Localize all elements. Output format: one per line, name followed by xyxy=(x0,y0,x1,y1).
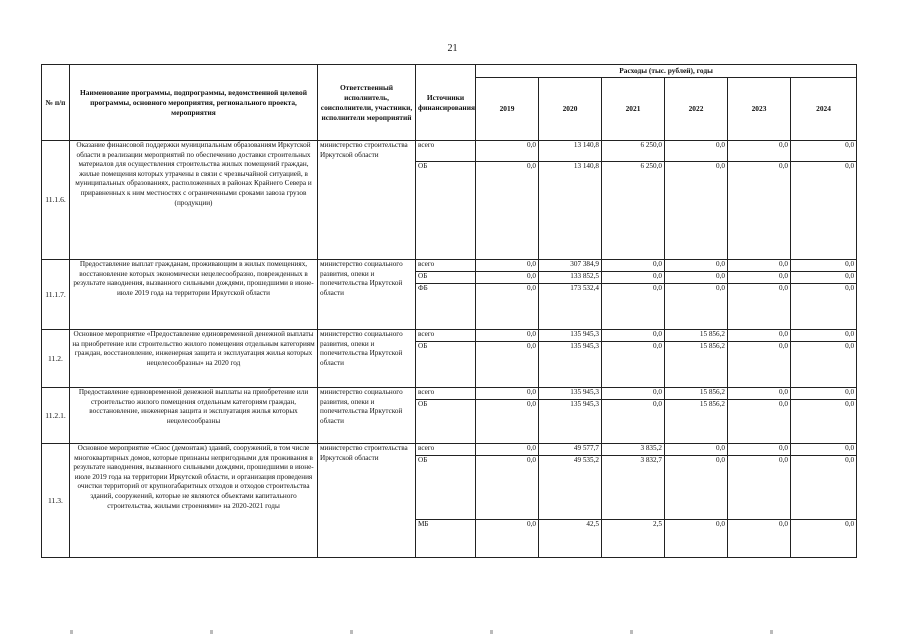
table-row xyxy=(42,141,857,162)
row-value: 0,0 xyxy=(791,272,857,284)
row-value: 0,0 xyxy=(791,388,857,400)
row-index: 11.3. xyxy=(42,444,70,558)
row-value: 0,0 xyxy=(665,162,728,260)
header-year: 2021 xyxy=(602,78,665,141)
row-value: 13 140,8 xyxy=(539,162,602,260)
row-value: 2,5 xyxy=(602,520,665,558)
row-value: 15 856,2 xyxy=(665,388,728,400)
row-value: 0,0 xyxy=(476,162,539,260)
row-value: 0,0 xyxy=(728,400,791,444)
row-value: 0,0 xyxy=(665,520,728,558)
header-year: 2023 xyxy=(728,78,791,141)
row-value: 0,0 xyxy=(791,141,857,162)
expenses-table xyxy=(41,64,857,558)
row-value: 3 835,2 xyxy=(602,444,665,456)
header-year: 2024 xyxy=(791,78,857,141)
row-value: 0,0 xyxy=(665,272,728,284)
row-value: 0,0 xyxy=(728,162,791,260)
header-expenses: Расходы (тыс. рублей), годы xyxy=(476,65,857,78)
row-name: Предоставление единовременной денежной выплаты на приобретение или строительство жилого помещения отдельным категориям граждан, восстановление, инженерная защита и эксплуатация жилья которых нецелесообразны xyxy=(70,388,318,444)
row-name: Основное мероприятие «Снос (демонтаж) зданий, сооружений, в том числе многоквартирных домов, которые признаны непригодными для проживания в результате наводнения, вызванного сильными дождями, прошедшими в июне-июле 2019 года на территории Иркутской области, и организация проведения очистки территорий от крупногабаритных отходов и отходов строительства зданий, сооружений, которые не являются объектами капитального строительства, жилыми строениями» на 2020-2021 годы xyxy=(70,444,318,558)
row-value: 0,0 xyxy=(791,284,857,330)
row-value: 0,0 xyxy=(602,342,665,388)
row-value: 0,0 xyxy=(665,141,728,162)
row-value: 0,0 xyxy=(728,141,791,162)
row-source: всего xyxy=(416,141,476,162)
row-source: МБ xyxy=(416,520,476,558)
row-value: 42,5 xyxy=(539,520,602,558)
row-value: 0,0 xyxy=(476,400,539,444)
row-value: 0,0 xyxy=(602,400,665,444)
row-name: Предоставление выплат гражданам, проживающим в жилых помещениях, восстановление которых экономически нецелесообразно, поврежденных в результате наводнения, вызванного сильными дождями, прошедшими в июне-июле 2019 года на территории Иркутской области xyxy=(70,260,318,330)
header-name: Наименование программы, подпрограммы, ведомственной целевой программы, основного мероприятия, регионального проекта, мероприятия xyxy=(70,65,318,141)
row-value: 0,0 xyxy=(602,272,665,284)
row-value: 0,0 xyxy=(791,330,857,342)
header-sources: Источники финансирования xyxy=(416,65,476,141)
row-value: 133 852,5 xyxy=(539,272,602,284)
table-row xyxy=(42,330,857,342)
row-value: 0,0 xyxy=(728,520,791,558)
row-value: 0,0 xyxy=(602,284,665,330)
header-year: 2019 xyxy=(476,78,539,141)
row-value: 0,0 xyxy=(728,284,791,330)
row-value: 173 532,4 xyxy=(539,284,602,330)
row-value: 15 856,2 xyxy=(665,342,728,388)
row-source: всего xyxy=(416,444,476,456)
row-source: всего xyxy=(416,330,476,342)
row-source: ОБ xyxy=(416,162,476,260)
row-source: всего xyxy=(416,260,476,272)
row-value: 0,0 xyxy=(476,284,539,330)
row-value: 0,0 xyxy=(791,342,857,388)
page-number: 21 xyxy=(447,43,458,54)
row-value: 0,0 xyxy=(791,456,857,520)
row-value: 0,0 xyxy=(602,260,665,272)
row-value: 0,0 xyxy=(476,456,539,520)
row-source: ФБ xyxy=(416,284,476,330)
row-value: 0,0 xyxy=(791,520,857,558)
row-value: 3 832,7 xyxy=(602,456,665,520)
row-index: 11.1.6. xyxy=(42,141,70,260)
row-value: 0,0 xyxy=(476,141,539,162)
row-responsible: министерство социального развития, опеки и попечительства Иркутской области xyxy=(318,388,416,444)
row-source: всего xyxy=(416,388,476,400)
row-value: 0,0 xyxy=(665,284,728,330)
row-value: 0,0 xyxy=(602,388,665,400)
header-year: 2022 xyxy=(665,78,728,141)
row-responsible: министерство социального развития, опеки и попечительства Иркутской области xyxy=(318,330,416,388)
row-value: 49 577,7 xyxy=(539,444,602,456)
row-value: 0,0 xyxy=(476,342,539,388)
row-value: 0,0 xyxy=(728,330,791,342)
row-value: 0,0 xyxy=(728,260,791,272)
row-value: 0,0 xyxy=(476,388,539,400)
row-index: 11.1.7. xyxy=(42,260,70,330)
header-num: № п/п xyxy=(42,65,70,141)
row-responsible: министерство строительства Иркутской области xyxy=(318,444,416,558)
row-value: 0,0 xyxy=(665,456,728,520)
row-name: Оказание финансовой поддержки муниципальным образованиям Иркутской области в реализации мероприятий по обеспечению доставки строительных материалов для осуществления строительства жилых помещений граждан, жилые помещения которых утрачены в связи с чрезвычайной ситуацией, в муниципальных образованиях, расположенных в районах Крайнего Севера и приравненных к ним местностях с ограниченными сроками завоза грузов (продукции) xyxy=(70,141,318,260)
row-value: 0,0 xyxy=(476,444,539,456)
row-value: 0,0 xyxy=(476,330,539,342)
row-value: 0,0 xyxy=(728,272,791,284)
row-index: 11.2. xyxy=(42,330,70,388)
row-value: 0,0 xyxy=(665,260,728,272)
row-responsible: министерство социального развития, опеки и попечительства Иркутской области xyxy=(318,260,416,330)
row-value: 0,0 xyxy=(476,260,539,272)
row-value: 15 856,2 xyxy=(665,330,728,342)
row-value: 135 945,3 xyxy=(539,342,602,388)
row-value: 15 856,2 xyxy=(665,400,728,444)
row-name: Основное мероприятие «Предоставление единовременной денежной выплаты на приобретение или строительство жилого помещения отдельным категориям граждан, восстановление, инженерная защита и эксплуатация жилья которых нецелесообразны» на 2020 год xyxy=(70,330,318,388)
row-value: 307 384,9 xyxy=(539,260,602,272)
row-value: 13 140,8 xyxy=(539,141,602,162)
row-value: 49 535,2 xyxy=(539,456,602,520)
row-value: 0,0 xyxy=(728,456,791,520)
row-value: 135 945,3 xyxy=(539,400,602,444)
row-value: 0,0 xyxy=(791,444,857,456)
row-source: ОБ xyxy=(416,342,476,388)
row-value: 0,0 xyxy=(728,342,791,388)
row-value: 0,0 xyxy=(602,330,665,342)
row-source: ОБ xyxy=(416,456,476,520)
row-value: 6 250,0 xyxy=(602,141,665,162)
row-value: 135 945,3 xyxy=(539,330,602,342)
table-row xyxy=(42,388,857,400)
row-value: 0,0 xyxy=(728,388,791,400)
table-row xyxy=(42,444,857,456)
table-row xyxy=(42,260,857,272)
row-value: 0,0 xyxy=(476,520,539,558)
header-year: 2020 xyxy=(539,78,602,141)
row-value: 0,0 xyxy=(791,162,857,260)
row-source: ОБ xyxy=(416,400,476,444)
row-value: 0,0 xyxy=(791,400,857,444)
row-source: ОБ xyxy=(416,272,476,284)
row-responsible: министерство строительства Иркутской области xyxy=(318,141,416,260)
row-value: 0,0 xyxy=(728,444,791,456)
row-value: 135 945,3 xyxy=(539,388,602,400)
scan-edge-artifact xyxy=(0,630,905,634)
header-responsible: Ответственный исполнитель, соисполнители, участники, исполнители мероприятий xyxy=(318,65,416,141)
row-value: 6 250,0 xyxy=(602,162,665,260)
row-index: 11.2.1. xyxy=(42,388,70,444)
row-value: 0,0 xyxy=(791,260,857,272)
row-value: 0,0 xyxy=(476,272,539,284)
row-value: 0,0 xyxy=(665,444,728,456)
